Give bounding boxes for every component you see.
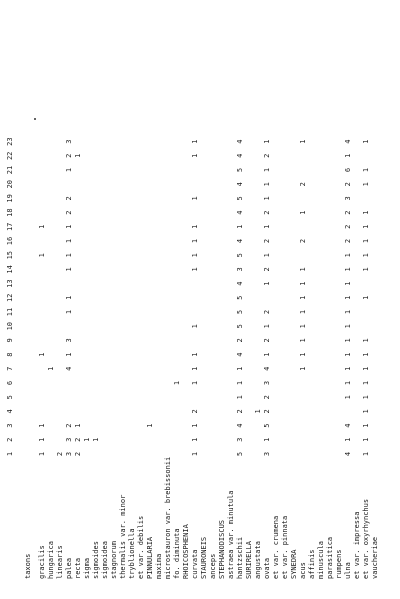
taxon-name: hungarica — [47, 541, 55, 579]
table-cell: 1 — [344, 309, 352, 315]
table-cell: 1 — [344, 366, 352, 371]
table-cell: 1 — [191, 139, 199, 144]
table-cell: 2 — [65, 423, 73, 428]
taxon-name: anceps — [209, 553, 217, 579]
table-cell: 2 — [263, 210, 271, 215]
taxon-name: affinis — [308, 549, 316, 579]
table-cell: 1 — [38, 437, 46, 442]
column-number: 20 — [6, 179, 14, 189]
table-cell: 3 — [65, 139, 73, 144]
taxon-name: SURIRELLA — [245, 541, 253, 579]
column-number: 4 — [6, 409, 14, 414]
column-number: 18 — [6, 208, 14, 217]
table-cell: 1 — [191, 196, 199, 201]
taxon-name: et var. pinnata — [281, 515, 289, 579]
table-cell: 1 — [362, 139, 370, 144]
column-number: 8 — [6, 352, 14, 357]
table-cell: 1 — [191, 437, 199, 442]
table-cell: 1 — [191, 451, 199, 457]
table-cell: 3 — [65, 437, 73, 442]
column-number: 15 — [6, 250, 14, 260]
table-cell: 1 — [236, 366, 244, 371]
column-number: 16 — [6, 236, 14, 246]
table-cell: 5 — [236, 451, 244, 457]
table-cell: 1 — [299, 366, 307, 371]
table-cell: 1 — [65, 253, 73, 258]
table-cell: 1 — [263, 182, 271, 187]
table-cell: 1 — [191, 380, 199, 386]
taxon-name: stagnorum — [110, 541, 118, 579]
table-cell: 1 — [263, 352, 271, 357]
table-cell: 1 — [344, 281, 352, 286]
table-cell: 1 — [344, 395, 352, 400]
table-cell: 1 — [47, 366, 55, 371]
column-number: 1 — [6, 451, 14, 457]
table-cell: 1 — [191, 324, 199, 329]
table-cell: 3 — [236, 437, 244, 442]
table-cell: 1 — [263, 253, 271, 258]
table-cell: 2 — [299, 238, 307, 244]
taxon-name: sigmoides — [92, 541, 100, 579]
taxon-name: angustata — [254, 541, 262, 579]
table-cell: 3 — [236, 267, 244, 272]
table-cell: 1 — [362, 224, 370, 229]
table-cell: 1 — [263, 224, 271, 229]
column-number: 13 — [6, 279, 14, 288]
table-cell: 1 — [92, 437, 100, 442]
taxon-name: sigma — [83, 557, 91, 579]
column-number: 22 — [6, 151, 14, 161]
table-cell: 1 — [344, 324, 352, 329]
taxons-header: taxons — [24, 553, 32, 579]
table-cell: 1 — [299, 324, 307, 329]
table-cell: 2 — [65, 153, 73, 158]
table-cell: 1 — [191, 267, 199, 272]
table-cell: 4 — [236, 281, 244, 286]
table-cell: 1 — [344, 437, 352, 442]
table-cell: 1 — [191, 153, 199, 158]
table-cell: 3 — [263, 451, 271, 457]
taxon-name: linearis — [56, 545, 64, 579]
table-cell: 4 — [236, 423, 244, 428]
taxon-name: RHOICOSPHENIA — [182, 524, 190, 579]
column-number: 9 — [6, 338, 14, 343]
table-cell: 1 — [65, 267, 73, 272]
taxon-name: astraea var. minutula — [227, 490, 235, 579]
table-cell: 1 — [299, 281, 307, 286]
table-cell: 5 — [236, 253, 244, 258]
taxon-name: STAURONEIS — [200, 536, 208, 579]
table-cell: 1 — [146, 423, 154, 428]
table-cell: 1 — [254, 409, 262, 414]
taxon-name: curvata — [191, 549, 199, 579]
table-cell: 2 — [74, 437, 82, 442]
table-cell: 3 — [344, 196, 352, 201]
column-number: 17 — [6, 222, 14, 232]
table-cell: 1 — [74, 423, 82, 428]
table-cell: 1 — [236, 224, 244, 229]
table-cell: 4 — [65, 366, 73, 371]
table-cell: 4 — [236, 210, 244, 215]
taxon-name: thermalis var. minor — [119, 494, 127, 579]
table-cell: 4 — [236, 139, 244, 144]
table-cell: 2 — [263, 309, 271, 315]
taxon-name: et var. crumena — [272, 515, 280, 579]
table-cell: 1 — [236, 395, 244, 400]
table-cell: 5 — [236, 324, 244, 329]
rotated-table — [6, 119, 384, 579]
table-cell: 2 — [65, 210, 73, 215]
table-cell: 3 — [65, 451, 73, 457]
table-cell: 1 — [65, 224, 73, 229]
table-cell: 2 — [299, 182, 307, 187]
table-cell: 1 — [362, 238, 370, 244]
table-cell: 1 — [191, 238, 199, 244]
table-cell: 3 — [65, 338, 73, 343]
taxon-name: tryblionella — [128, 528, 136, 579]
table-cell: 1 — [362, 423, 370, 428]
table-cell: 1 — [191, 224, 199, 229]
table-cell: 1 — [362, 295, 370, 300]
table-cell: 1 — [65, 352, 73, 357]
table-cell: 1 — [362, 380, 370, 386]
table-cell: 1 — [263, 139, 271, 144]
table-cell: 1 — [191, 423, 199, 428]
taxon-name: vaucheriae — [371, 536, 379, 579]
table-cell: 1 — [362, 395, 370, 400]
table-cell: 1 — [362, 437, 370, 442]
column-number: 5 — [6, 395, 14, 400]
table-cell: 1 — [38, 253, 46, 258]
table-cell: 4 — [344, 423, 352, 428]
table-cell: 1 — [344, 380, 352, 386]
table-cell: 1 — [263, 281, 271, 286]
table-cell: 1 — [38, 352, 46, 357]
table-cell: 1 — [362, 338, 370, 343]
table-cell: 4 — [263, 366, 271, 371]
table-cell: 4 — [236, 153, 244, 158]
table-cell: 1 — [362, 182, 370, 187]
table-cell: 1 — [263, 167, 271, 173]
taxon-name: ovata — [263, 557, 271, 579]
taxon-name: et var. oxyrhynchus — [362, 498, 370, 579]
taxon-name: parasitica — [326, 536, 334, 579]
table-cell: 1 — [191, 352, 199, 357]
table-cell: 4 — [344, 451, 352, 457]
taxon-name: acus — [299, 562, 307, 579]
table-cell: 6 — [344, 167, 352, 173]
table-cell: 1 — [299, 295, 307, 300]
table-cell: 1 — [362, 451, 370, 457]
table-cell: 1 — [362, 167, 370, 173]
table-cell: 1 — [362, 366, 370, 371]
table-cell: 1 — [65, 238, 73, 244]
column-number: 7 — [6, 366, 14, 371]
table-cell: 1 — [65, 167, 73, 173]
column-number: 23 — [6, 137, 14, 146]
taxon-name: SYNEDRA — [290, 549, 298, 579]
taxon-name: PINNULARIA — [146, 536, 154, 579]
table-cell: 5 — [236, 196, 244, 201]
taxon-name: sigmoidea — [101, 541, 109, 579]
taxon-name: recta — [74, 557, 82, 579]
table-cell: 1 — [299, 309, 307, 315]
table-cell: 5 — [236, 167, 244, 173]
table-cell: 4 — [236, 182, 244, 187]
table-cell: 2 — [65, 196, 73, 201]
table-cell: 1 — [362, 352, 370, 357]
table-cell: 1 — [65, 309, 73, 315]
taxon-name: fo. diminuta — [173, 528, 181, 579]
column-number: 10 — [6, 321, 14, 331]
table-cell: 2 — [74, 451, 82, 457]
table-cell: 1 — [65, 295, 73, 300]
table-cell: 1 — [263, 196, 271, 201]
table-cell: 2 — [263, 409, 271, 414]
table-cell: 2 — [344, 182, 352, 187]
table-cell: 1 — [299, 210, 307, 215]
table-cell: 5 — [263, 423, 271, 428]
table-cell: 1 — [299, 338, 307, 343]
table-cell: 1 — [74, 153, 82, 158]
table-cell: 1 — [173, 380, 181, 386]
taxon-name: palea — [65, 557, 73, 579]
table-cell: 1 — [38, 224, 46, 229]
table-cell: 3 — [263, 380, 271, 386]
column-number: 11 — [6, 307, 14, 317]
table-cell: 1 — [83, 437, 91, 442]
taxon-name: maxima — [155, 553, 163, 579]
table-cell: 1 — [299, 267, 307, 272]
table-cell: 2 — [191, 409, 199, 414]
table-cell: 2 — [263, 338, 271, 343]
table-cell: 2 — [236, 338, 244, 343]
table-cell: 5 — [236, 309, 244, 315]
table-cell: 2 — [344, 238, 352, 244]
taxon-name: et var. debilis — [137, 515, 145, 579]
table-cell: 2 — [344, 210, 352, 215]
table-cell: 1 — [263, 324, 271, 329]
table-cell: 2 — [263, 267, 271, 272]
taxon-name: minuscula — [317, 541, 325, 579]
taxon-name: hantzschii — [236, 536, 244, 579]
table-cell: 1 — [299, 352, 307, 357]
column-number: 3 — [6, 423, 14, 428]
table-cell: 4 — [344, 139, 352, 144]
table-cell: 1 — [344, 295, 352, 300]
table-cell: 1 — [38, 451, 46, 457]
column-number: 2 — [6, 437, 14, 442]
table-cell: 1 — [263, 437, 271, 442]
table-cell: 1 — [191, 366, 199, 371]
column-number: 21 — [6, 165, 14, 175]
column-number: 19 — [6, 194, 14, 203]
table-cell: 1 — [299, 139, 307, 144]
table-cell: 1 — [236, 380, 244, 386]
taxon-name: rumpens — [335, 549, 343, 579]
taxon-name: et var. impressa — [353, 511, 361, 579]
table-cell: 4 — [236, 238, 244, 244]
table-cell: 1 — [362, 210, 370, 215]
table-cell: 1 — [362, 253, 370, 258]
table-cell: 1 — [344, 267, 352, 272]
column-number: 12 — [6, 293, 14, 303]
taxon-name: gracilis — [38, 545, 46, 579]
column-number: 6 — [6, 380, 14, 386]
table-cell: 4 — [236, 352, 244, 357]
table-cell: 1 — [362, 409, 370, 414]
table-cell: 1 — [344, 153, 352, 158]
table-cell: 1 — [344, 253, 352, 258]
table-cell: 2 — [263, 153, 271, 158]
taxon-name: STEPHANODISCUS — [218, 519, 226, 579]
taxon-name: microstauron var. brebissonii — [164, 456, 172, 579]
table-cell: 1 — [362, 267, 370, 272]
table-cell: 2 — [236, 409, 244, 414]
table-cell: 2 — [263, 238, 271, 244]
table-cell: 1 — [344, 352, 352, 357]
table-cell: 2 — [344, 224, 352, 229]
taxon-name: ulna — [344, 562, 352, 579]
table-cell: 5 — [236, 295, 244, 300]
table-cell: 1 — [191, 253, 199, 258]
column-number: 14 — [6, 265, 14, 274]
table-cell: 2 — [263, 395, 271, 400]
table-cell: 1 — [344, 338, 352, 343]
table-cell: 1 — [38, 423, 46, 428]
table-cell: 2 — [56, 451, 64, 457]
